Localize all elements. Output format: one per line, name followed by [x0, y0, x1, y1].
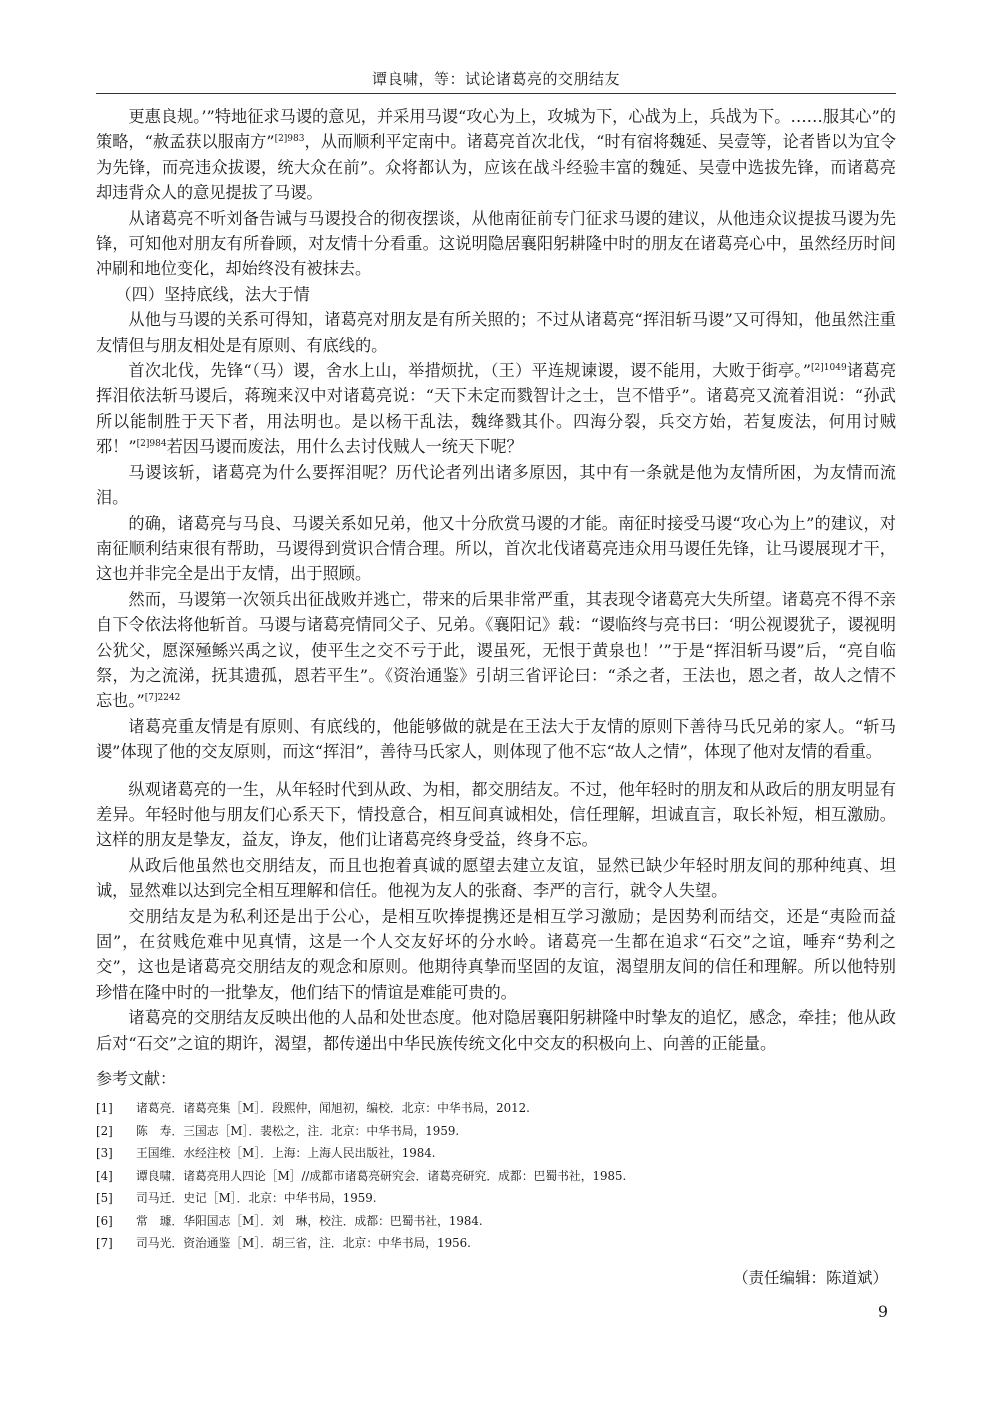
reference-text: 王国维．水经注校［M］．上海：上海人民出版社，1984. [136, 1146, 436, 1161]
reference-item [96, 1165, 896, 1188]
text-run: 交朋结友是为私利还是出于公心，是相互吹捧提携还是相互学习激励；是因势利而结交，还是“夷险而益固”，在贫贱危难中见真情，这是一个人交友好坏的分水岭。诸葛亮一生都在追求“石交”之谊，唾弃“势利之交”，这也是诸葛亮交朋结友的观念和原则。他期待真挚而坚固的友谊，渴望朋友间的信任和理解。所以他特别珍惜在隆中时的一批挚友，他们结下的情谊是难能可贵的。 [96, 906, 896, 1002]
reference-text: 司马迁．史记［M］．北京：中华书局，1959. [136, 1191, 377, 1206]
reference-text: 司马光．资治通鉴［M］．胡三省，注．北京：中华书局，1956. [136, 1236, 471, 1251]
reference-item [96, 1210, 896, 1233]
references-title: 参考文献： [96, 1069, 177, 1089]
reference-item [96, 1232, 896, 1255]
text-run: 从政后他虽然也交朋结友，而且也抱着真诚的愿望去建立友谊，显然已缺少年轻时朋友间的那种纯真、坦诚，显然难以达到完全相互理解和信任。他视为友人的张裔、李严的言行，就令人失望。 [96, 855, 896, 901]
body-paragraph [96, 104, 896, 206]
reference-text: 诸葛亮．诸葛亮集［M］．段熙仲，闻旭初，编校．北京：中华书局，2012. [136, 1101, 530, 1116]
text-run: 诸葛亮挥泪依法斩马谡后，蒋琬来汉中对诸葛亮说：“天下未定而戮智计之士，岂不惜乎”。诸葛亮又流着泪说：“孙武所以能制胜于天下者，用法明也。是以杨干乱法，魏绛戮其仆。四海分裂，兵交方始，若复废法，何用讨贼邪！” [96, 361, 897, 457]
body-paragraph [96, 587, 896, 714]
body-paragraph [96, 511, 896, 587]
reference-item [96, 1142, 896, 1165]
header-rule [96, 93, 896, 94]
text-run: 马谡该斩，诸葛亮为什么要挥泪呢？历代论者列出诸多原因，其中有一条就是他为友情所困，为友情而流泪。 [96, 462, 896, 508]
reference-list [96, 1097, 896, 1255]
reference-number: [5] [96, 1191, 113, 1206]
citation-marker: [7]2242 [144, 693, 181, 704]
body-paragraph [96, 714, 896, 765]
body-paragraph [96, 1005, 896, 1056]
citation-marker: [2]984 [136, 439, 167, 450]
text-run: 更惠良规。’”特地征求马谡的意见，并采用马谡“攻心为上，攻城为下，心战为上，兵战为下。……服其心”的策略，“赦孟获以服南方” [96, 107, 896, 152]
text-run: 诸葛亮的交朋结友反映出他的人品和处世态度。他对隐居襄阳躬耕隆中时挚友的追忆，感念，牵挂；他从政后对“石交”之谊的期许，渴望，都传递出中华民族传统文化中交友的积极向上、向善的正能量。 [96, 1008, 896, 1053]
reference-text: 陈 寿．三国志［M］．裴松之，注．北京：中华书局，1959. [136, 1123, 460, 1138]
page-number: 9 [877, 1302, 888, 1321]
reference-number: [7] [96, 1236, 113, 1251]
body-paragraph [96, 460, 896, 511]
reference-item [96, 1097, 896, 1120]
text-run: 诸葛亮重友情是有原则、有底线的，他能够做的就是在王法大于友情的原则下善待马氏兄弟的家人。“斩马谡”体现了他的交友原则，而这“挥泪”，善待马氏家人，则体现了他不忘“故人之情”，体现了他对友情的看重。 [96, 716, 896, 762]
section-heading: （四）坚持底线，法大于情 [115, 284, 310, 304]
citation-marker: [2]1049 [811, 363, 847, 374]
reference-number: [2] [96, 1123, 113, 1138]
article-body [96, 104, 896, 1255]
body-paragraph [96, 358, 896, 460]
reference-number: [4] [96, 1168, 113, 1183]
citation-marker: [2]983 [274, 134, 305, 145]
text-run: ，从而顺利平定南中。诸葛亮首次北伐，“时有宿将魏延、吴壹等，论者皆以为宜令为先锋，而亮违众拔谡，统大众在前”。众将都认为，应该在战斗经验丰富的魏延、吴壹中选拔先锋，而诸葛亮却违背众人的意见提拔了马谡。 [96, 132, 896, 203]
text-run: 从他与马谡的关系可得知，诸葛亮对朋友是有所关照的；不过从诸葛亮“挥泪斩马谡”又可得知，他虽然注重友情但与朋友相处是有原则、有底线的。 [96, 310, 896, 355]
reference-text: 常 璩．华阳国志［M］．刘 琳，校注．成都：巴蜀书社，1984. [136, 1213, 483, 1228]
text-run: 若因马谡而废法，用什么去讨伐贼人一统天下呢？ [166, 437, 523, 457]
reference-item [96, 1120, 896, 1143]
responsible-editor-note: （责任编辑：陈道斌） [732, 1269, 888, 1287]
reference-text: 谭良啸．诸葛亮用人四论［M］//成都市诸葛亮研究会．诸葛亮研究．成都：巴蜀书社，1985. [136, 1168, 627, 1183]
text-run: 纵观诸葛亮的一生，从年轻时代到从政、为相，都交朋结友。不过，他年轻时的朋友和从政后的朋友明显有差异。年轻时他与朋友们心系天下，情投意合，相互间真诚相处，信任理解，坦诚直言，取长补短，相互激励。这样的朋友是挚友，益友，诤友，他们让诸葛亮终身受益，终身不忘。 [96, 779, 896, 850]
reference-number: [1] [96, 1101, 113, 1116]
body-paragraph [96, 307, 896, 358]
body-paragraph [96, 853, 896, 904]
text-run: 然而，马谡第一次领兵出征战败并逃亡，带来的后果非常严重，其表现令诸葛亮大失所望。诸葛亮不得不亲自下令依法将他斩首。马谡与诸葛亮情同父子、兄弟。《襄阳记》载：“谡临终与亮书曰：‘明公视谡犹子，谡视明公犹父，愿深殛鲧兴禹之议，使平生之交不亏于此，谡虽死，无恨于黄泉也！’”于是“挥泪斩马谡”后，“亮自临祭，为之流涕，抚其遗孤，恩若平生”。《资治通鉴》引胡三省评论曰：“杀之者，王法也，恩之者，故人之情不忘也。” [96, 589, 896, 711]
reference-number: [3] [96, 1146, 113, 1161]
reference-item [96, 1187, 896, 1210]
reference-number: [6] [96, 1213, 113, 1228]
text-run: 的确，诸葛亮与马良、马谡关系如兄弟，他又十分欣赏马谡的才能。南征时接受马谡“攻心为上”的建议，对南征顺利结束很有帮助，马谡得到赏识合情合理。所以，首次北伐诸葛亮违众用马谡任先锋，让马谡展现才干，这也并非完全是出于友情，出于照顾。 [96, 513, 896, 584]
body-paragraph [96, 904, 896, 1006]
text-run: 从诸葛亮不听刘备告诫与马谡投合的彻夜摆谈，从他南征前专门征求马谡的建议，从他违众议提拔马谡为先锋，可知他对朋友有所眷顾，对友情十分看重。这说明隐居襄阳躬耕隆中时的朋友在诸葛亮心中，虽然经历时间冲刷和地位变化，却始终没有被抹去。 [96, 208, 896, 279]
running-title: 谭良啸，等：试论诸葛亮的交朋结友 [371, 70, 620, 88]
body-paragraph [96, 206, 896, 282]
body-paragraph [96, 777, 896, 853]
text-run: 首次北伐，先锋“（马）谡，舍水上山，举措烦扰，（王）平连规谏谡，谡不能用，大败于街亭。” [128, 361, 812, 381]
